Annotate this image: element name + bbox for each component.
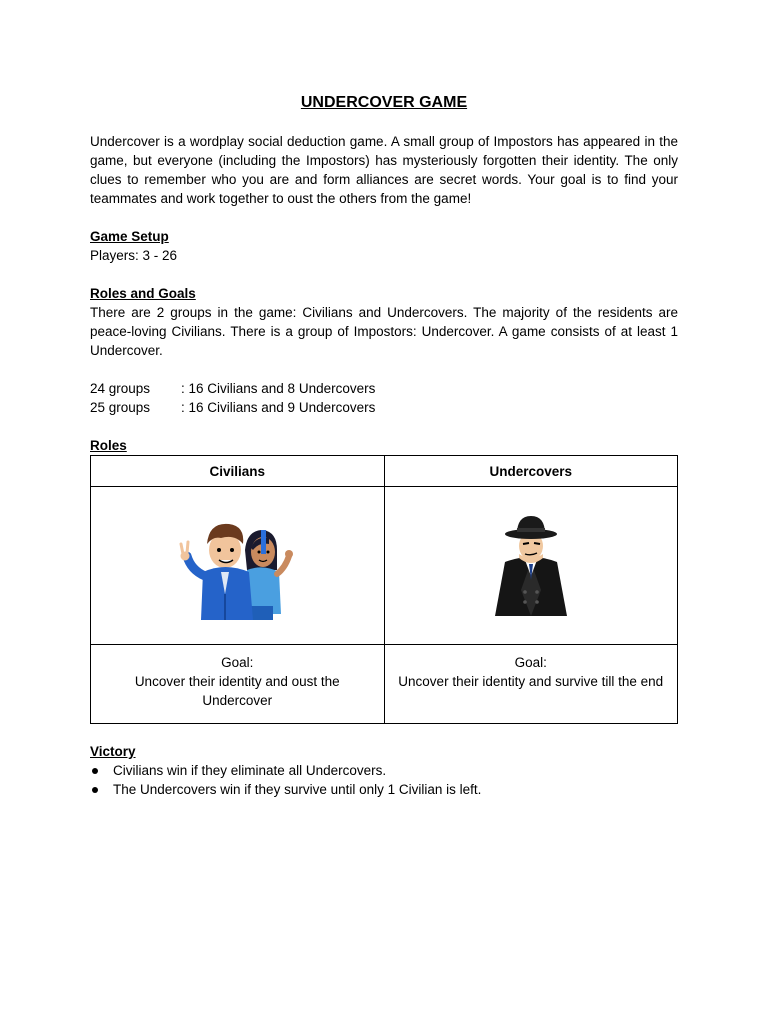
group-row bbox=[90, 379, 678, 398]
document-page bbox=[90, 92, 678, 799]
civilians-goal-cell bbox=[91, 645, 385, 724]
civilians-goal-label: Goal: bbox=[221, 655, 254, 670]
group-value: : 16 Civilians and 8 Undercovers bbox=[181, 381, 376, 396]
roles-goals-paragraph: There are 2 groups in the game: Civilians and Undercovers. The majority of the residents are peace-loving Civilians. There is a group of Impostors: Undercover. A game consists of at least 1 Undercover. bbox=[90, 305, 678, 358]
group-value: : 16 Civilians and 9 Undercovers bbox=[181, 400, 376, 415]
roles-goals-heading: Roles and Goals bbox=[90, 286, 196, 301]
intro-paragraph: Undercover is a wordplay social deduction game. A small group of Impostors has appeared in the game, but everyone (including the Impostors) has mysteriously forgotten their identity. The only clues to remember who you are and form alliances are secret words. Your goal is to find your teammates and work together to oust the others from the game! bbox=[90, 134, 678, 206]
undercovers-column-header: Undercovers bbox=[384, 456, 678, 487]
players-text: Players: 3 - 26 bbox=[90, 248, 178, 263]
undercovers-goal-cell bbox=[384, 645, 678, 724]
group-list bbox=[90, 379, 678, 417]
undercovers-goal-label: Goal: bbox=[514, 655, 547, 670]
roles-table bbox=[90, 455, 678, 724]
undercover-illustration bbox=[491, 510, 571, 622]
undercovers-goal-text: Uncover their identity and survive till the end bbox=[398, 674, 664, 689]
civilians-goal-text: Uncover their identity and oust the Undercover bbox=[134, 674, 340, 708]
victory-list bbox=[90, 761, 678, 799]
civilians-illustration bbox=[177, 510, 297, 622]
group-label: 24 groups bbox=[90, 381, 151, 396]
group-label: 25 groups bbox=[90, 400, 151, 415]
list-item: The Undercovers win if they survive until only 1 Civilian is left. bbox=[90, 780, 678, 799]
list-item: Civilians win if they eliminate all Undercovers. bbox=[90, 761, 678, 780]
page-title: UNDERCOVER GAME bbox=[300, 94, 468, 111]
undercovers-image-cell bbox=[384, 487, 678, 645]
victory-heading: Victory bbox=[90, 744, 136, 759]
civilians-column-header: Civilians bbox=[91, 456, 385, 487]
civilians-image-cell bbox=[91, 487, 385, 645]
roles-heading: Roles bbox=[90, 438, 127, 453]
group-row bbox=[90, 398, 678, 417]
game-setup-heading: Game Setup bbox=[90, 229, 169, 244]
